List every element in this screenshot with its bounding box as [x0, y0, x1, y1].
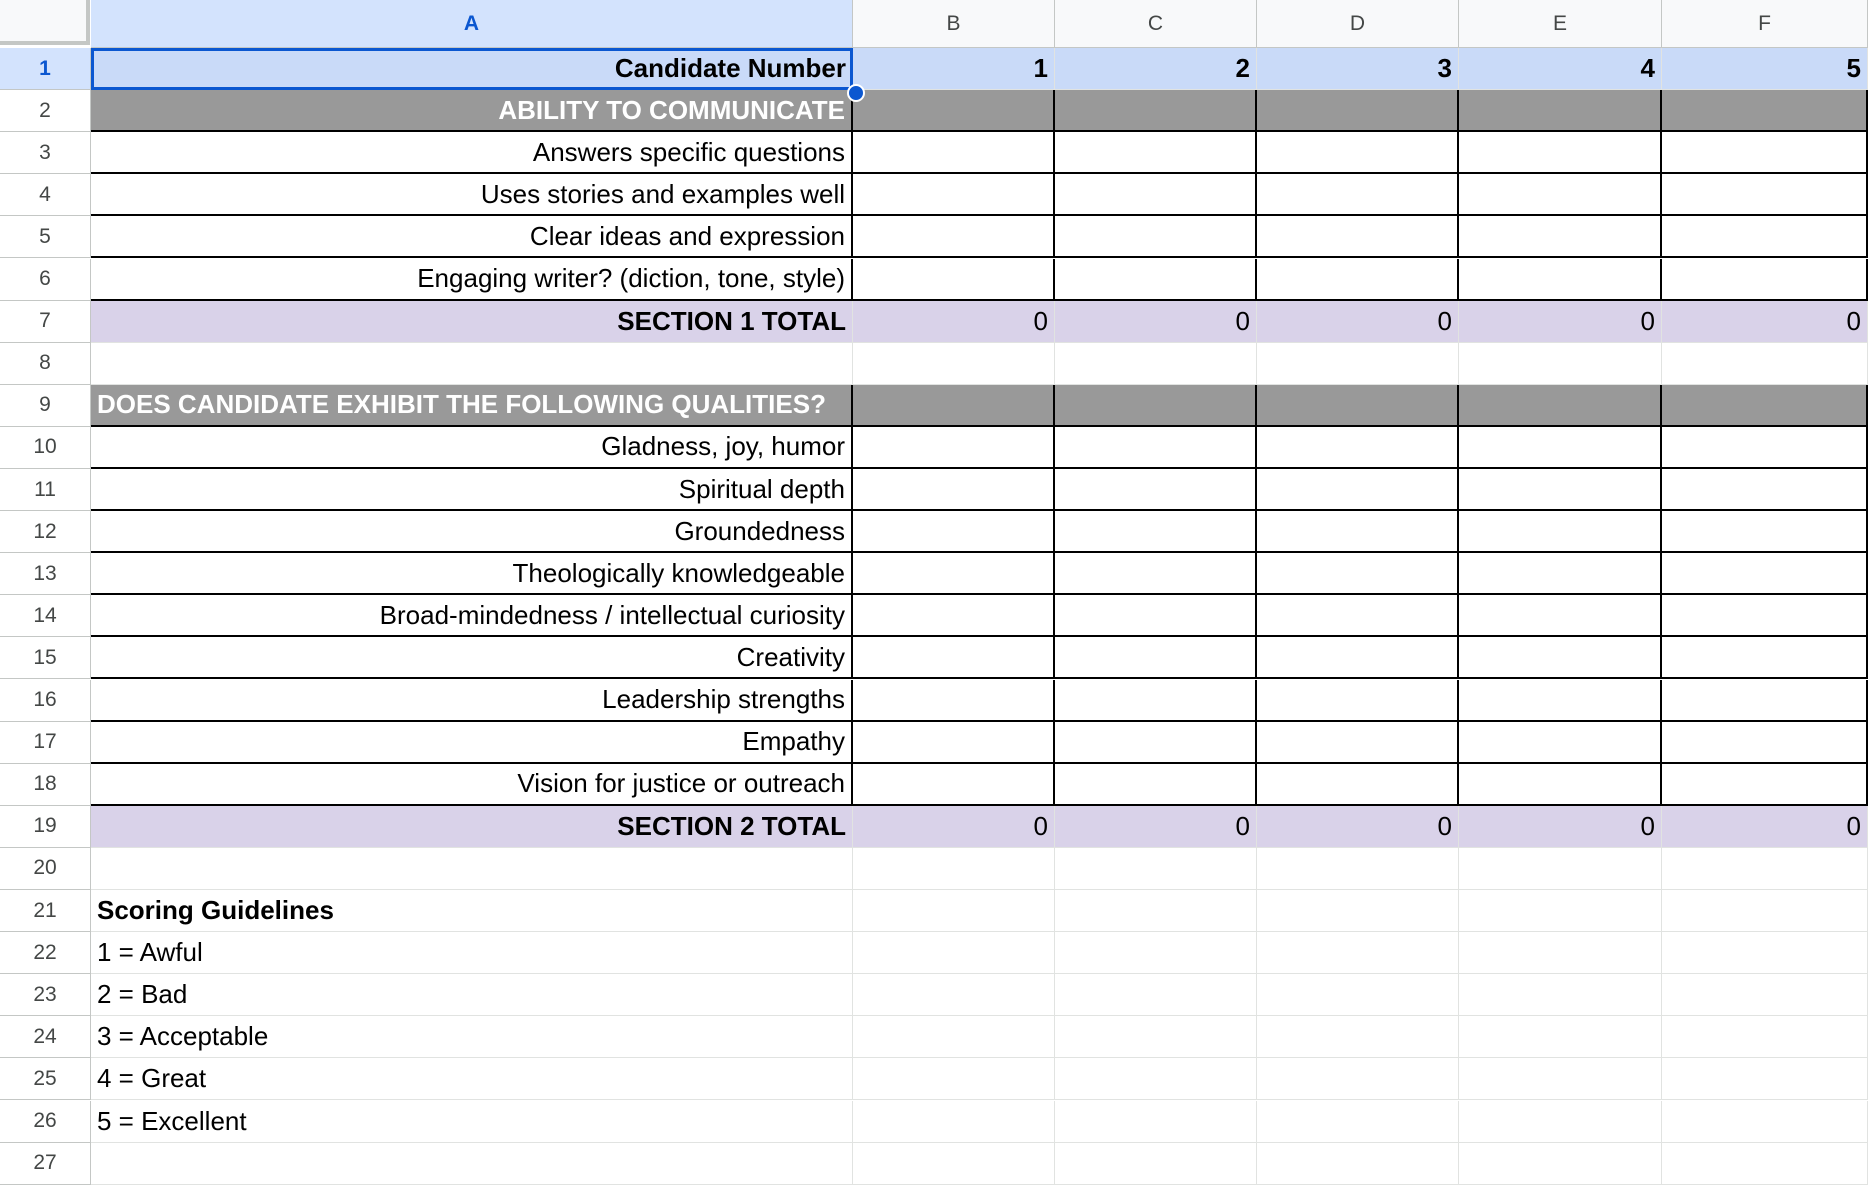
cell-b25[interactable]: [853, 1058, 1055, 1100]
cell-e7[interactable]: 0: [1459, 301, 1662, 343]
row-header-9[interactable]: 9: [0, 385, 91, 427]
cell-f14[interactable]: [1662, 595, 1868, 637]
table-row: [91, 595, 1868, 637]
cell-f25[interactable]: [1662, 1058, 1868, 1100]
cell-c9[interactable]: [1055, 385, 1257, 427]
cell-e27[interactable]: [1459, 1143, 1662, 1185]
cell-a18[interactable]: Vision for justice or outreach: [91, 764, 853, 806]
cell-c18[interactable]: [1055, 764, 1257, 806]
row-header-2[interactable]: 2: [0, 90, 91, 132]
cell-e12[interactable]: [1459, 511, 1662, 553]
cell-c20[interactable]: [1055, 848, 1257, 890]
cell-d22[interactable]: [1257, 932, 1459, 974]
cell-e18[interactable]: [1459, 764, 1662, 806]
cell-a23[interactable]: 2 = Bad: [91, 974, 853, 1016]
select-all-corner[interactable]: [0, 0, 90, 45]
cell-a5[interactable]: Clear ideas and expression: [91, 216, 853, 258]
cell-a9[interactable]: DOES CANDIDATE EXHIBIT THE FOLLOWING QUALITIES?: [91, 385, 853, 427]
cell-c15[interactable]: [1055, 637, 1257, 679]
table-row: [91, 48, 1868, 90]
cell-c16[interactable]: [1055, 680, 1257, 722]
cell-c27[interactable]: [1055, 1143, 1257, 1185]
row-header-13[interactable]: 13: [0, 553, 91, 595]
cell-b27[interactable]: [853, 1143, 1055, 1185]
cell-c4[interactable]: [1055, 174, 1257, 216]
cell-d2[interactable]: [1257, 90, 1459, 132]
table-row: [91, 216, 1868, 258]
cell-d1[interactable]: 3: [1257, 48, 1459, 90]
cell-d19[interactable]: 0: [1257, 806, 1459, 848]
cell-d27[interactable]: [1257, 1143, 1459, 1185]
cell-f13[interactable]: [1662, 553, 1868, 595]
table-row: [91, 1143, 1868, 1185]
column-header-f[interactable]: F: [1662, 0, 1868, 48]
cell-b10[interactable]: [853, 427, 1055, 469]
cell-c21[interactable]: [1055, 890, 1257, 932]
cell-b18[interactable]: [853, 764, 1055, 806]
cell-f10[interactable]: [1662, 427, 1868, 469]
row-header-11[interactable]: 11: [0, 469, 91, 511]
table-row: [91, 680, 1868, 722]
row-header-3[interactable]: 3: [0, 132, 91, 174]
cell-f27[interactable]: [1662, 1143, 1868, 1185]
cell-d11[interactable]: [1257, 469, 1459, 511]
cell-c6[interactable]: [1055, 259, 1257, 301]
cell-b3[interactable]: [853, 132, 1055, 174]
table-row: [91, 848, 1868, 890]
cell-f2[interactable]: [1662, 90, 1868, 132]
cell-f17[interactable]: [1662, 722, 1868, 764]
table-row: [91, 1058, 1868, 1100]
column-header-d[interactable]: D: [1257, 0, 1459, 48]
cell-c11[interactable]: [1055, 469, 1257, 511]
cell-d3[interactable]: [1257, 132, 1459, 174]
cell-d14[interactable]: [1257, 595, 1459, 637]
cell-d23[interactable]: [1257, 974, 1459, 1016]
cell-f6[interactable]: [1662, 259, 1868, 301]
column-header-row: [0, 0, 1868, 48]
cell-e9[interactable]: [1459, 385, 1662, 427]
cell-e17[interactable]: [1459, 722, 1662, 764]
cell-d4[interactable]: [1257, 174, 1459, 216]
table-row: [91, 932, 1868, 974]
row-header-4[interactable]: 4: [0, 174, 91, 216]
cell-a24[interactable]: 3 = Acceptable: [91, 1016, 853, 1058]
cell-c26[interactable]: [1055, 1101, 1257, 1143]
cell-a1[interactable]: Candidate Number: [91, 48, 853, 90]
cell-c19[interactable]: 0: [1055, 806, 1257, 848]
cell-a15[interactable]: Creativity: [91, 637, 853, 679]
cell-e5[interactable]: [1459, 216, 1662, 258]
table-row: [91, 722, 1868, 764]
row-header-25[interactable]: 25: [0, 1058, 91, 1100]
cell-c8[interactable]: [1055, 343, 1257, 385]
cell-d26[interactable]: [1257, 1101, 1459, 1143]
cell-e23[interactable]: [1459, 974, 1662, 1016]
cell-f5[interactable]: [1662, 216, 1868, 258]
cell-f4[interactable]: [1662, 174, 1868, 216]
cell-c17[interactable]: [1055, 722, 1257, 764]
table-row: [91, 974, 1868, 1016]
cell-a26[interactable]: 5 = Excellent: [91, 1101, 853, 1143]
cell-d7[interactable]: 0: [1257, 301, 1459, 343]
row-header-14[interactable]: 14: [0, 595, 91, 637]
cell-a4[interactable]: Uses stories and examples well: [91, 174, 853, 216]
table-row: [91, 637, 1868, 679]
cell-f18[interactable]: [1662, 764, 1868, 806]
cell-a27[interactable]: [91, 1143, 853, 1185]
cell-c12[interactable]: [1055, 511, 1257, 553]
table-row: [91, 259, 1868, 301]
row-header-18[interactable]: 18: [0, 764, 91, 806]
cell-d5[interactable]: [1257, 216, 1459, 258]
cell-a22[interactable]: 1 = Awful: [91, 932, 853, 974]
cell-c22[interactable]: [1055, 932, 1257, 974]
cell-f3[interactable]: [1662, 132, 1868, 174]
cell-f15[interactable]: [1662, 637, 1868, 679]
cell-b16[interactable]: [853, 680, 1055, 722]
cell-b12[interactable]: [853, 511, 1055, 553]
cell-a25[interactable]: 4 = Great: [91, 1058, 853, 1100]
cell-c25[interactable]: [1055, 1058, 1257, 1100]
cell-d20[interactable]: [1257, 848, 1459, 890]
cell-e24[interactable]: [1459, 1016, 1662, 1058]
cell-f20[interactable]: [1662, 848, 1868, 890]
cell-a16[interactable]: Leadership strengths: [91, 680, 853, 722]
cell-b7[interactable]: 0: [853, 301, 1055, 343]
row-header-16[interactable]: 16: [0, 680, 91, 722]
table-row: [91, 553, 1868, 595]
column-header-c[interactable]: C: [1055, 0, 1257, 48]
cell-b4[interactable]: [853, 174, 1055, 216]
cell-b2[interactable]: [853, 90, 1055, 132]
cell-f16[interactable]: [1662, 680, 1868, 722]
cell-b20[interactable]: [853, 848, 1055, 890]
cell-f1[interactable]: 5: [1662, 48, 1868, 90]
cell-d8[interactable]: [1257, 343, 1459, 385]
row-header-10[interactable]: 10: [0, 427, 91, 469]
row-header-19[interactable]: 19: [0, 806, 91, 848]
table-row: [91, 806, 1868, 848]
cell-d24[interactable]: [1257, 1016, 1459, 1058]
table-row: [91, 301, 1868, 343]
row-header-1[interactable]: 1: [0, 48, 91, 90]
row-header-17[interactable]: 17: [0, 722, 91, 764]
row-header-7[interactable]: 7: [0, 301, 91, 343]
cell-e11[interactable]: [1459, 469, 1662, 511]
cell-f23[interactable]: [1662, 974, 1868, 1016]
cell-e19[interactable]: 0: [1459, 806, 1662, 848]
table-row: [91, 890, 1868, 932]
row-header-20[interactable]: 20: [0, 848, 91, 890]
table-row: [91, 469, 1868, 511]
cell-c13[interactable]: [1055, 553, 1257, 595]
cell-a19[interactable]: SECTION 2 TOTAL: [91, 806, 853, 848]
cell-b1[interactable]: 1: [853, 48, 1055, 90]
cell-e2[interactable]: [1459, 90, 1662, 132]
cell-c5[interactable]: [1055, 216, 1257, 258]
cell-c14[interactable]: [1055, 595, 1257, 637]
cell-f24[interactable]: [1662, 1016, 1868, 1058]
cell-e13[interactable]: [1459, 553, 1662, 595]
cell-a21[interactable]: Scoring Guidelines: [91, 890, 853, 932]
cell-e4[interactable]: [1459, 174, 1662, 216]
table-row: [91, 343, 1868, 385]
row-header-24[interactable]: 24: [0, 1016, 91, 1058]
cell-d13[interactable]: [1257, 553, 1459, 595]
column-header-e[interactable]: E: [1459, 0, 1662, 48]
table-row: [91, 511, 1868, 553]
cell-a10[interactable]: Gladness, joy, humor: [91, 427, 853, 469]
cell-e1[interactable]: 4: [1459, 48, 1662, 90]
cell-f12[interactable]: [1662, 511, 1868, 553]
cell-d12[interactable]: [1257, 511, 1459, 553]
cell-e15[interactable]: [1459, 637, 1662, 679]
fill-handle[interactable]: [847, 84, 865, 102]
cell-a20[interactable]: [91, 848, 853, 890]
cell-f22[interactable]: [1662, 932, 1868, 974]
cell-c24[interactable]: [1055, 1016, 1257, 1058]
cell-c1[interactable]: 2: [1055, 48, 1257, 90]
table-row: [91, 385, 1868, 427]
cell-e6[interactable]: [1459, 259, 1662, 301]
cell-d18[interactable]: [1257, 764, 1459, 806]
cell-e14[interactable]: [1459, 595, 1662, 637]
cell-d17[interactable]: [1257, 722, 1459, 764]
table-row: [91, 174, 1868, 216]
cell-c3[interactable]: [1055, 132, 1257, 174]
cell-c2[interactable]: [1055, 90, 1257, 132]
cell-f21[interactable]: [1662, 890, 1868, 932]
row-header-6[interactable]: 6: [0, 259, 91, 301]
cell-b22[interactable]: [853, 932, 1055, 974]
cell-d16[interactable]: [1257, 680, 1459, 722]
cell-e3[interactable]: [1459, 132, 1662, 174]
cell-a8[interactable]: [91, 343, 853, 385]
cell-b9[interactable]: [853, 385, 1055, 427]
cell-f19[interactable]: 0: [1662, 806, 1868, 848]
cell-a13[interactable]: Theologically knowledgeable: [91, 553, 853, 595]
cell-a3[interactable]: Answers specific questions: [91, 132, 853, 174]
cell-b5[interactable]: [853, 216, 1055, 258]
cell-e22[interactable]: [1459, 932, 1662, 974]
cell-d21[interactable]: [1257, 890, 1459, 932]
cell-c23[interactable]: [1055, 974, 1257, 1016]
cell-f9[interactable]: [1662, 385, 1868, 427]
cell-b8[interactable]: [853, 343, 1055, 385]
cell-d10[interactable]: [1257, 427, 1459, 469]
cell-a11[interactable]: Spiritual depth: [91, 469, 853, 511]
cell-a14[interactable]: Broad-mindedness / intellectual curiosity: [91, 595, 853, 637]
cell-a6[interactable]: Engaging writer? (diction, tone, style): [91, 259, 853, 301]
cell-b6[interactable]: [853, 259, 1055, 301]
table-row: [91, 427, 1868, 469]
table-row: [91, 90, 1868, 132]
cell-b13[interactable]: [853, 553, 1055, 595]
row-header-21[interactable]: 21: [0, 890, 91, 932]
cell-e8[interactable]: [1459, 343, 1662, 385]
row-header-23[interactable]: 23: [0, 974, 91, 1016]
cell-b15[interactable]: [853, 637, 1055, 679]
cell-b19[interactable]: 0: [853, 806, 1055, 848]
cell-f8[interactable]: [1662, 343, 1868, 385]
column-header-a[interactable]: A: [91, 0, 853, 48]
cell-b23[interactable]: [853, 974, 1055, 1016]
cell-b26[interactable]: [853, 1101, 1055, 1143]
cell-e20[interactable]: [1459, 848, 1662, 890]
cell-d15[interactable]: [1257, 637, 1459, 679]
cell-e21[interactable]: [1459, 890, 1662, 932]
cell-b14[interactable]: [853, 595, 1055, 637]
cell-a12[interactable]: Groundedness: [91, 511, 853, 553]
row-header-8[interactable]: 8: [0, 343, 91, 385]
row-header-5[interactable]: 5: [0, 216, 91, 258]
row-header-15[interactable]: 15: [0, 637, 91, 679]
cell-f11[interactable]: [1662, 469, 1868, 511]
cell-a2[interactable]: ABILITY TO COMMUNICATE: [91, 90, 853, 132]
cell-d6[interactable]: [1257, 259, 1459, 301]
cell-b11[interactable]: [853, 469, 1055, 511]
cell-e16[interactable]: [1459, 680, 1662, 722]
row-header-27[interactable]: 27: [0, 1143, 91, 1185]
cell-b17[interactable]: [853, 722, 1055, 764]
cell-f26[interactable]: [1662, 1101, 1868, 1143]
cell-e25[interactable]: [1459, 1058, 1662, 1100]
cell-a7[interactable]: SECTION 1 TOTAL: [91, 301, 853, 343]
cell-d25[interactable]: [1257, 1058, 1459, 1100]
row-header-12[interactable]: 12: [0, 511, 91, 553]
cell-f7[interactable]: 0: [1662, 301, 1868, 343]
table-row: [91, 132, 1868, 174]
table-row: [91, 764, 1868, 806]
cell-e10[interactable]: [1459, 427, 1662, 469]
column-header-b[interactable]: B: [853, 0, 1055, 48]
cell-b24[interactable]: [853, 1016, 1055, 1058]
table-row: [91, 1101, 1868, 1143]
cell-b21[interactable]: [853, 890, 1055, 932]
cell-c7[interactable]: 0: [1055, 301, 1257, 343]
cell-e26[interactable]: [1459, 1101, 1662, 1143]
table-row: [91, 1016, 1868, 1058]
cell-d9[interactable]: [1257, 385, 1459, 427]
row-header-22[interactable]: 22: [0, 932, 91, 974]
row-header-26[interactable]: 26: [0, 1101, 91, 1143]
cell-c10[interactable]: [1055, 427, 1257, 469]
cell-a17[interactable]: Empathy: [91, 722, 853, 764]
